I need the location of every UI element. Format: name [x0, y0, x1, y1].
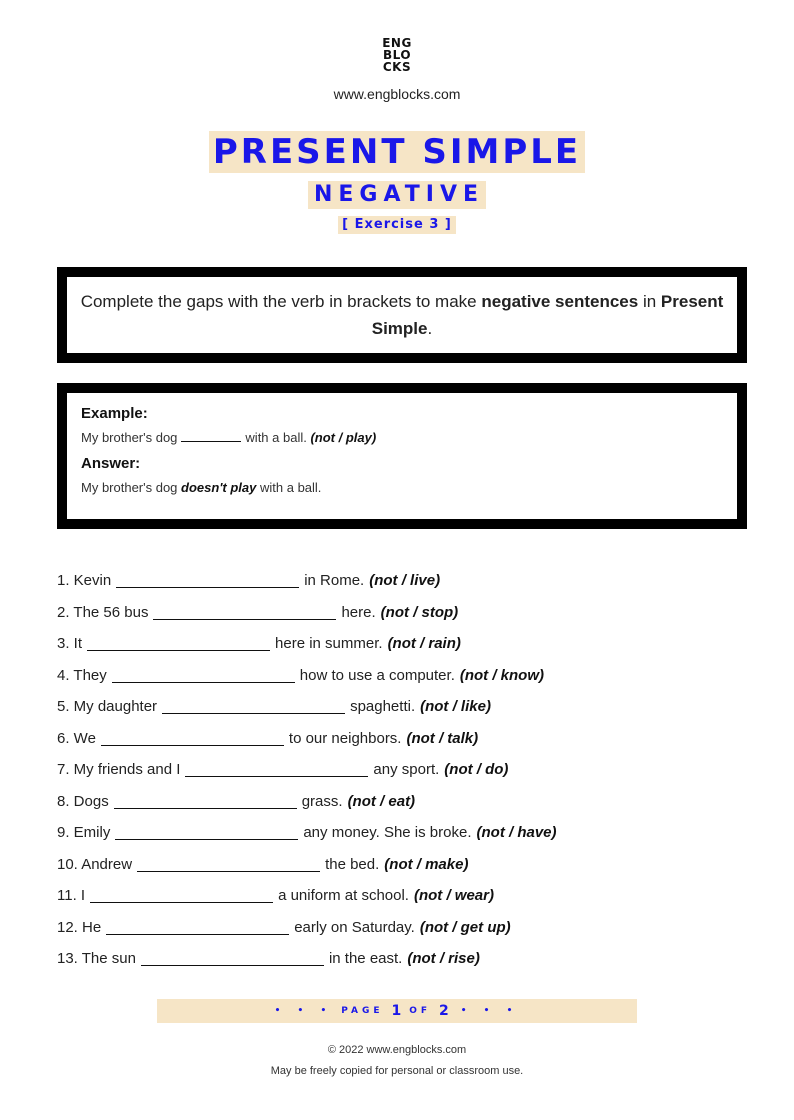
- list-item: [57, 565, 737, 597]
- license-note: May be freely copied for personal or classroom use.: [270, 1065, 524, 1077]
- item-hint: (not / stop): [380, 603, 459, 621]
- site-url[interactable]: www.engblocks.com: [333, 86, 461, 102]
- answer-blank[interactable]: [153, 605, 336, 620]
- exercise-list: [57, 565, 737, 975]
- list-item: [57, 817, 737, 849]
- item-suffix: any money. She is broke.: [303, 824, 472, 842]
- answer-start: My brother's dog: [81, 480, 178, 495]
- answer-label: Answer:: [81, 455, 141, 472]
- list-item: [57, 849, 737, 881]
- item-hint: (not / like): [420, 698, 491, 716]
- exercise-label: [ Exercise 3 ]: [338, 216, 456, 234]
- example-hint: (not / play): [310, 430, 377, 445]
- dots-left: • • •: [274, 1006, 334, 1016]
- item-prefix: 4. They: [57, 666, 107, 684]
- item-prefix: 9. Emily: [57, 824, 111, 842]
- item-hint: (not / talk): [406, 729, 479, 747]
- instruction-bold: negative sentences: [481, 292, 639, 311]
- answer-blank[interactable]: [141, 951, 324, 966]
- page-word: PAGE: [341, 1006, 384, 1016]
- list-item: [57, 628, 737, 660]
- page-number: 1: [391, 1003, 402, 1019]
- item-hint: (not / live): [369, 572, 441, 590]
- item-suffix: how to use a computer.: [299, 666, 455, 684]
- answer-blank[interactable]: [101, 731, 284, 746]
- page-subtitle: NEGATIVE: [308, 181, 486, 209]
- item-hint: (not / eat): [347, 792, 416, 810]
- list-item: [57, 597, 737, 629]
- list-item: [57, 880, 737, 912]
- item-hint: (not / get up): [419, 918, 511, 936]
- item-suffix: the bed.: [325, 855, 380, 873]
- item-hint: (not / rain): [387, 635, 461, 653]
- answer-blank[interactable]: [114, 794, 297, 809]
- subtitle-wrap: [0, 181, 794, 209]
- item-suffix: in Rome.: [304, 572, 365, 590]
- answer-blank[interactable]: [162, 699, 345, 714]
- item-prefix: 2. The 56 bus: [57, 603, 149, 621]
- item-hint: (not / know): [459, 666, 545, 684]
- answer-end: with a ball.: [260, 480, 322, 495]
- answer-word: doesn't play: [181, 480, 257, 495]
- item-suffix: early on Saturday.: [294, 918, 415, 936]
- logo-line: BLO: [382, 48, 412, 62]
- instruction-part: Complete the gaps with the verb in brackets to make: [80, 292, 482, 311]
- example-blank: [181, 431, 241, 442]
- item-prefix: 7. My friends and I: [57, 761, 181, 779]
- item-suffix: grass.: [301, 792, 343, 810]
- engblocks-logo: [0, 37, 794, 73]
- answer-blank[interactable]: [90, 888, 273, 903]
- example-end: with a ball.: [245, 430, 307, 445]
- item-suffix: a uniform at school.: [278, 887, 409, 905]
- item-suffix: any sport.: [373, 761, 440, 779]
- item-hint: (not / wear): [413, 887, 494, 905]
- item-hint: (not / do): [444, 761, 509, 779]
- instruction-box: [57, 267, 747, 363]
- item-suffix: here in summer.: [275, 635, 383, 653]
- answer-sentence: [81, 480, 723, 495]
- example-label: Example:: [81, 405, 148, 422]
- dots-right: • • •: [460, 1006, 520, 1016]
- answer-blank[interactable]: [87, 636, 270, 651]
- item-prefix: 8. Dogs: [57, 792, 109, 810]
- page-indicator: [157, 999, 637, 1023]
- example-box: [57, 383, 747, 529]
- instruction-part: .: [427, 319, 433, 338]
- list-item: [57, 754, 737, 786]
- example-sentence: [81, 430, 723, 445]
- item-prefix: 1. Kevin: [57, 572, 112, 590]
- item-prefix: 11. I: [57, 887, 86, 905]
- item-prefix: 3. It: [57, 635, 83, 653]
- item-hint: (not / make): [384, 855, 469, 873]
- example-start: My brother's dog: [81, 430, 178, 445]
- item-prefix: 12. He: [57, 918, 102, 936]
- answer-blank[interactable]: [137, 857, 320, 872]
- answer-blank[interactable]: [112, 668, 295, 683]
- item-suffix: in the east.: [328, 950, 403, 968]
- answer-blank[interactable]: [106, 920, 289, 935]
- instruction-text: [67, 288, 737, 342]
- list-item: [57, 786, 737, 818]
- item-suffix: here.: [341, 603, 376, 621]
- item-prefix: 5. My daughter: [57, 698, 158, 716]
- of-word: OF: [409, 1006, 432, 1016]
- list-item: [57, 723, 737, 755]
- item-prefix: 10. Andrew: [57, 855, 133, 873]
- answer-blank[interactable]: [116, 573, 299, 588]
- instruction-bold: Present Simple: [371, 292, 724, 338]
- item-hint: (not / rise): [407, 950, 480, 968]
- item-suffix: to our neighbors.: [288, 729, 402, 747]
- example-content: [67, 393, 737, 515]
- list-item: [57, 943, 737, 975]
- logo-line: CKS: [382, 60, 412, 74]
- page-title: PRESENT SIMPLE: [209, 131, 585, 173]
- instruction-part: in: [638, 292, 661, 311]
- item-suffix: spaghetti.: [350, 698, 416, 716]
- item-hint: (not / have): [476, 824, 557, 842]
- list-item: [57, 691, 737, 723]
- answer-blank[interactable]: [115, 825, 298, 840]
- item-prefix: 6. We: [57, 729, 96, 747]
- page-total: 2: [439, 1003, 449, 1019]
- exercise-wrap: [0, 215, 794, 234]
- title-wrap: [0, 131, 794, 173]
- item-prefix: 13. The sun: [57, 950, 136, 968]
- list-item: [57, 660, 737, 692]
- answer-blank[interactable]: [185, 762, 368, 777]
- list-item: [57, 912, 737, 944]
- logo-line: ENG: [382, 36, 412, 50]
- copyright: © 2022 www.engblocks.com: [327, 1044, 467, 1056]
